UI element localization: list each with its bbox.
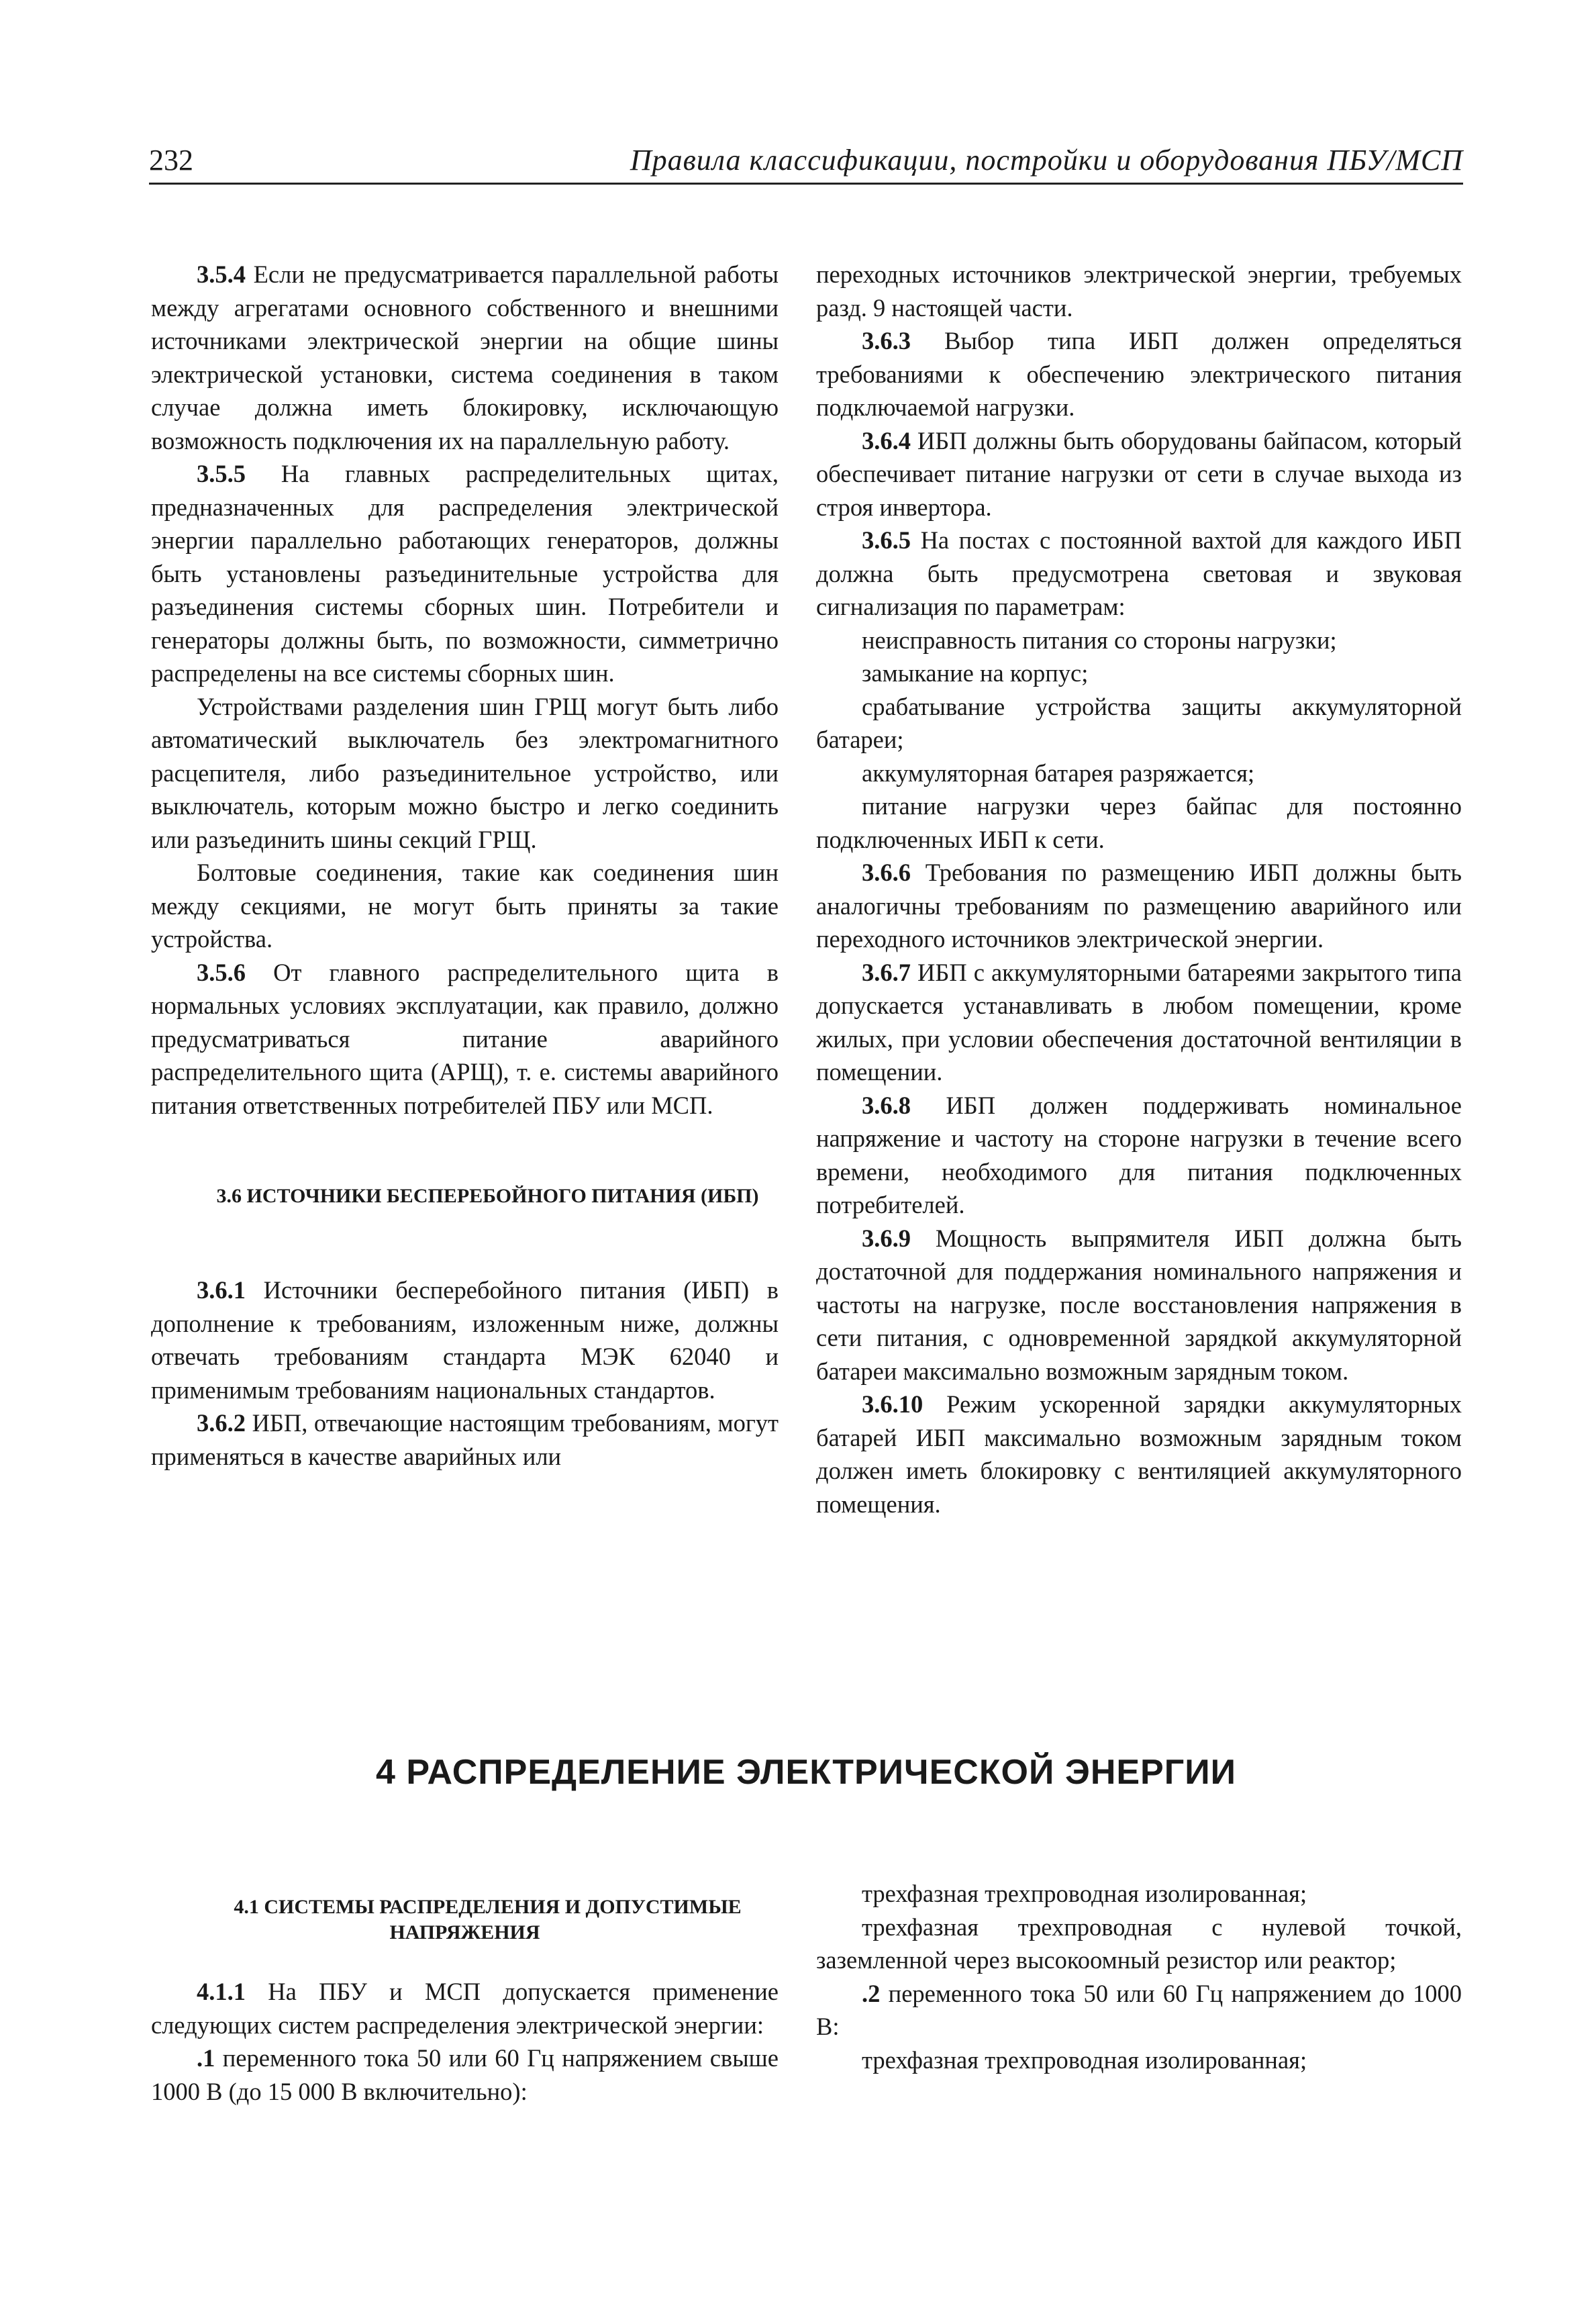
paragraph-3-6-9: 3.6.9 Мощность выпрямителя ИБП должна быть достаточной для поддержания номинального напряжения и частоты на нагрузке, после восстановления напряжения в сети питания, с одновременной зарядкой аккумуляторной батареи максимально возможным зарядным током. [816, 1224, 1462, 1385]
paragraph-3-6-2-cont: переходных источников электрической энергии, требуемых разд. 9 настоящей части. [816, 260, 1462, 322]
paragraph-3-6-5: 3.6.5 На постах с постоянной вахтой для каждого ИБП должна быть предусмотрена световая и звуковая сигнализация по параметрам: [816, 526, 1462, 620]
list-item: трехфазная трехпроводная изолированная; [862, 2046, 1307, 2074]
paragraph-3-5-5-b: Устройствами разделения шин ГРЩ могут быть либо автоматический выключатель без электромагнитного расцепителя, либо разъединительное устройство, или выключатель, которым можно быстро и легко соединить или разъединить шины секций ГРЩ. [151, 692, 779, 853]
list-item: трехфазная трехпроводная с нулевой точкой, заземленной через высокоомный резистор или реактор; [816, 1913, 1462, 1974]
list-item: замыкание на корпус; [862, 659, 1089, 687]
list-item: срабатывание устройства защиты аккумуляторной батареи; [816, 692, 1462, 753]
paragraph-3-6-2: 3.6.2 ИБП, отвечающие настоящим требованиям, могут применяться в качестве аварийных или [151, 1409, 779, 1470]
paragraph-3-6-6: 3.6.6 Требования по размещению ИБП должны быть аналогичны требованиям по размещению аварийного или переходного источников электрической энергии. [816, 859, 1462, 953]
lower-left-column [151, 1894, 779, 2108]
page-number: 232 [149, 144, 193, 177]
paragraph-3-6-10: 3.6.10 Режим ускоренной зарядки аккумуляторных батарей ИБП максимально возможным зарядным током должен иметь блокировку с вентиляцией аккумуляторного помещения. [816, 1390, 1462, 1518]
paragraph-3-6-8: 3.6.8 ИБП должен поддерживать номинальное напряжение и частоту на стороне нагрузки в течение всего времени, необходимого для питания подключенных потребителей. [816, 1091, 1462, 1218]
chapter-4-title: 4 РАСПРЕДЕЛЕНИЕ ЭЛЕКТРИЧЕСКОЙ ЭНЕРГИИ [376, 1753, 1236, 1792]
section-3-6-title: 3.6 ИСТОЧНИКИ БЕСПЕРЕБОЙНОГО ПИТАНИЯ (ИБП) [216, 1185, 759, 1207]
paragraph-3-5-5: 3.5.5 На главных распределительных щитах, предназначенных для распределения электрической энергии параллельно работающих генераторов, должны быть установлены разъединительные устройства для разъединения системы сборных шин. Потребители и генераторы должны быть, по возможности, симметрично распределены на все системы сборных шин. [151, 460, 779, 687]
item-2: .2 переменного тока 50 или 60 Гц напряжением до 1000 В: [816, 1979, 1462, 2040]
item-1: .1 переменного тока 50 или 60 Гц напряжением свыше 1000 В (до 15 000 В включительно): [151, 2044, 779, 2105]
page-header [149, 141, 1463, 185]
list-item: аккумуляторная батарея разряжается; [862, 759, 1255, 787]
paragraph-3-6-7: 3.6.7 ИБП с аккумуляторными батареями закрытого типа допускается устанавливать в любом помещении, кроме жилых, при условии обеспечения достаточной вентиляции в помещении. [816, 958, 1462, 1086]
list-item: питание нагрузки через байпас для постоянно подключенных ИБП к сети. [816, 792, 1462, 853]
paragraph-3-6-1: 3.6.1 Источники бесперебойного питания (ИБП) в дополнение к требованиям, изложенным ниже, должны отвечать требованиям стандарта МЭК 62040 и применимым требованиям национальных стандартов. [151, 1276, 779, 1404]
upper-right-column [816, 258, 1462, 1521]
list-item: трехфазная трехпроводная изолированная; [862, 1880, 1307, 1907]
paragraph-3-6-4: 3.6.4 ИБП должны быть оборудованы байпасом, который обеспечивает питание нагрузки от сети в случае выхода из строя инвертора. [816, 426, 1462, 521]
list-item: неисправность питания со стороны нагрузки; [862, 626, 1337, 654]
running-title: Правила классификации, постройки и оборудования ПБУ/МСП [630, 144, 1463, 177]
paragraph-3-5-5-c: Болтовые соединения, такие как соединения шин между секциями, не могут быть приняты за такие устройства. [151, 859, 779, 953]
lower-right-column [816, 1877, 1462, 2076]
paragraph-3-5-4: 3.5.4 Если не предусматривается параллельной работы между агрегатами основного собственного и внешними источниками электрической энергии на общие шины электрической установки, система соединения в таком случае должна иметь блокировку, исключающую возможность подключения их на параллельную работу. [151, 260, 779, 454]
upper-left-column [151, 258, 779, 1473]
section-4-1-title: 4.1 СИСТЕМЫ РАСПРЕДЕЛЕНИЯ И ДОПУСТИМЫЕ НАПРЯЖЕНИЯ [234, 1896, 742, 1943]
paragraph-3-6-3: 3.6.3 Выбор типа ИБП должен определяться требованиями к обеспечению электрического питания подключаемой нагрузки. [816, 327, 1462, 421]
paragraph-4-1-1: 4.1.1 На ПБУ и МСП допускается применение следующих систем распределения электрической энергии: [151, 1978, 779, 2039]
paragraph-3-5-6: 3.5.6 От главного распределительного щита в нормальных условиях эксплуатации, как правило, должно предусматриваться питание аварийного распределительного щита (АРЩ), т. е. системы аварийного питания ответственных потребителей ПБУ или МСП. [151, 958, 779, 1119]
